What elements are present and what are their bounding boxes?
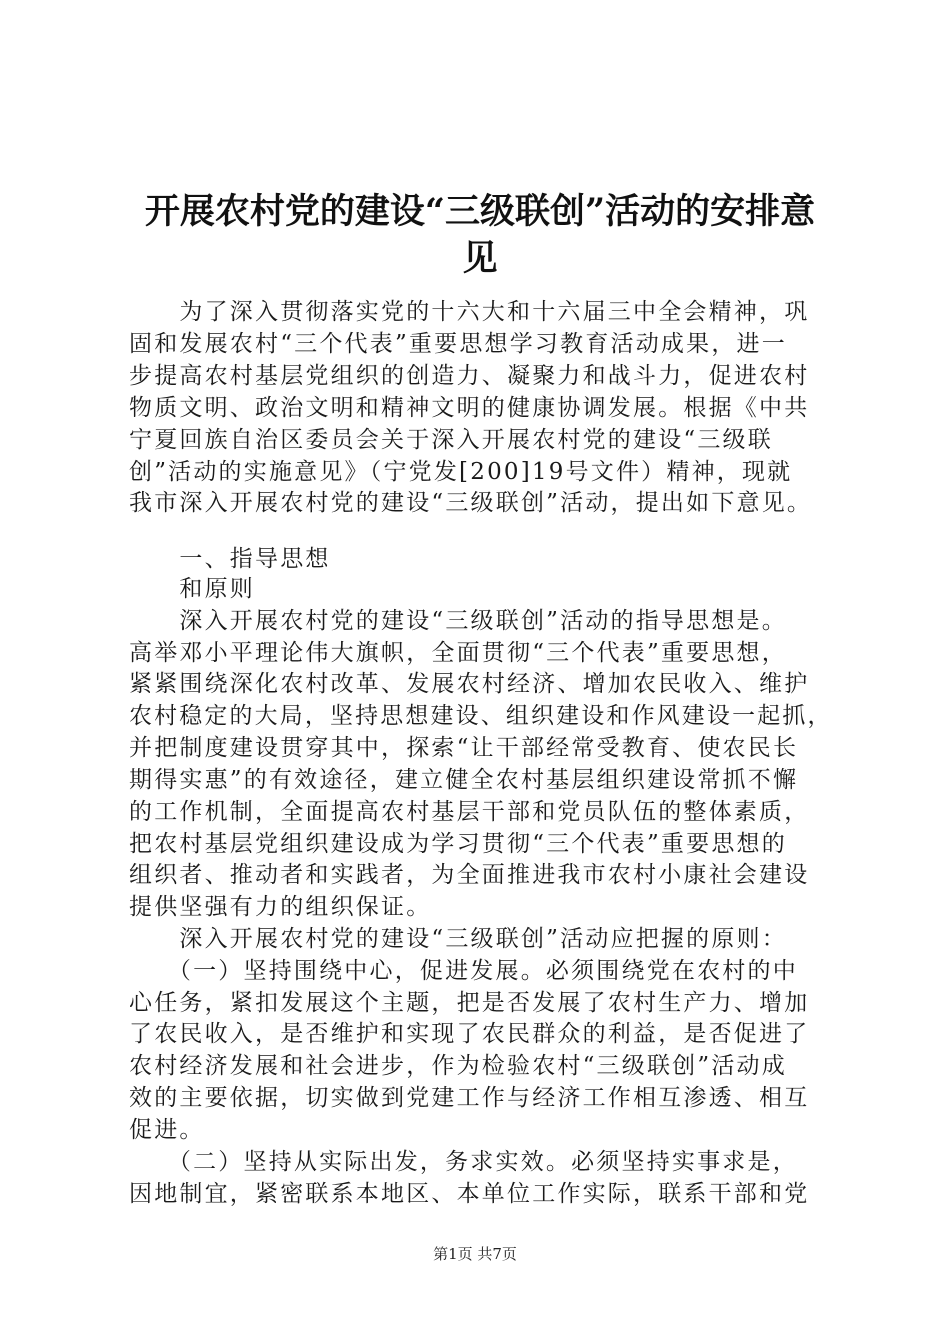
body-line: 宁夏回族自治区委员会关于深入开展农村党的建设“三级联 (129, 427, 773, 453)
body-line: 心任务，紧扣发展这个主题，把是否发展了农村生产力、增加 (129, 990, 810, 1016)
body-line: 我市深入开展农村党的建设“三级联创”活动，提出如下意见。 (129, 490, 813, 516)
body-line: 因地制宜，紧密联系本地区、本单位工作实际，联系干部和党 (129, 1181, 810, 1207)
body-line: 农村经济发展和社会进步，作为检验农村“三级联创”活动成 (129, 1053, 787, 1079)
section-heading: 和原则 (129, 576, 255, 602)
body-line: 促进。 (129, 1117, 205, 1143)
section-heading: 一、指导思想 (129, 546, 331, 572)
body-line: 效的主要依据，切实做到党建工作与经济工作相互渗透、相互 (129, 1085, 810, 1111)
body-line: 组织者、推动者和实践者，为全面推进我市农村小康社会建设 (129, 862, 810, 888)
body-line: （二）坚持从实际出发，务求实效。必须坚持实事求是， (129, 1149, 798, 1175)
page-number-footer: 第1页 共7页 (433, 1245, 517, 1263)
body-line: 并把制度建设贯穿其中，探索“让干部经常受教育、使农民长 (129, 735, 799, 761)
body-line: （一）坚持围绕中心，促进发展。必须围绕党在农村的中 (129, 958, 798, 984)
document-title-line-1: 开展农村党的建设“三级联创”活动的安排意 (144, 191, 816, 232)
body-line: 农村稳定的大局，坚持思想建设、组织建设和作风建设一起抓， (129, 703, 833, 729)
body-line: 深入开展农村党的建设“三级联创”活动应把握的原则： (129, 926, 787, 952)
body-line: 深入开展农村党的建设“三级联创”活动的指导思想是。 (129, 608, 787, 634)
body-line: 了农民收入，是否维护和实现了农民群众的利益，是否促进了 (129, 1021, 810, 1047)
body-line: 步提高农村基层党组织的创造力、凝聚力和战斗力，促进农村 (129, 363, 810, 389)
body-line: 提供坚强有力的组织保证。 (129, 894, 432, 920)
body-line: 的工作机制，全面提高农村基层干部和党员队伍的整体素质， (129, 799, 810, 825)
body-line: 期得实惠”的有效途径，建立健全农村基层组织建设常抓不懈 (129, 767, 799, 793)
body-line: 物质文明、政治文明和精神文明的健康协调发展。根据《中共 (129, 395, 810, 421)
body-line: 创”活动的实施意见》（宁党发[200]19号文件）精神，现就 (129, 459, 793, 485)
document-title-line-2: 见 (462, 238, 498, 279)
body-line: 把农村基层党组织建设成为学习贯彻“三个代表”重要思想的 (129, 831, 787, 857)
body-line: 固和发展农村“三个代表”重要思想学习教育活动成果，进一 (129, 331, 787, 357)
body-line: 高举邓小平理论伟大旗帜，全面贯彻“三个代表”重要思想， (129, 640, 787, 666)
body-line: 为了深入贯彻落实党的十六大和十六届三中全会精神，巩 (129, 299, 810, 325)
body-line: 紧紧围绕深化农村改革、发展农村经济、增加农民收入、维护 (129, 671, 810, 697)
